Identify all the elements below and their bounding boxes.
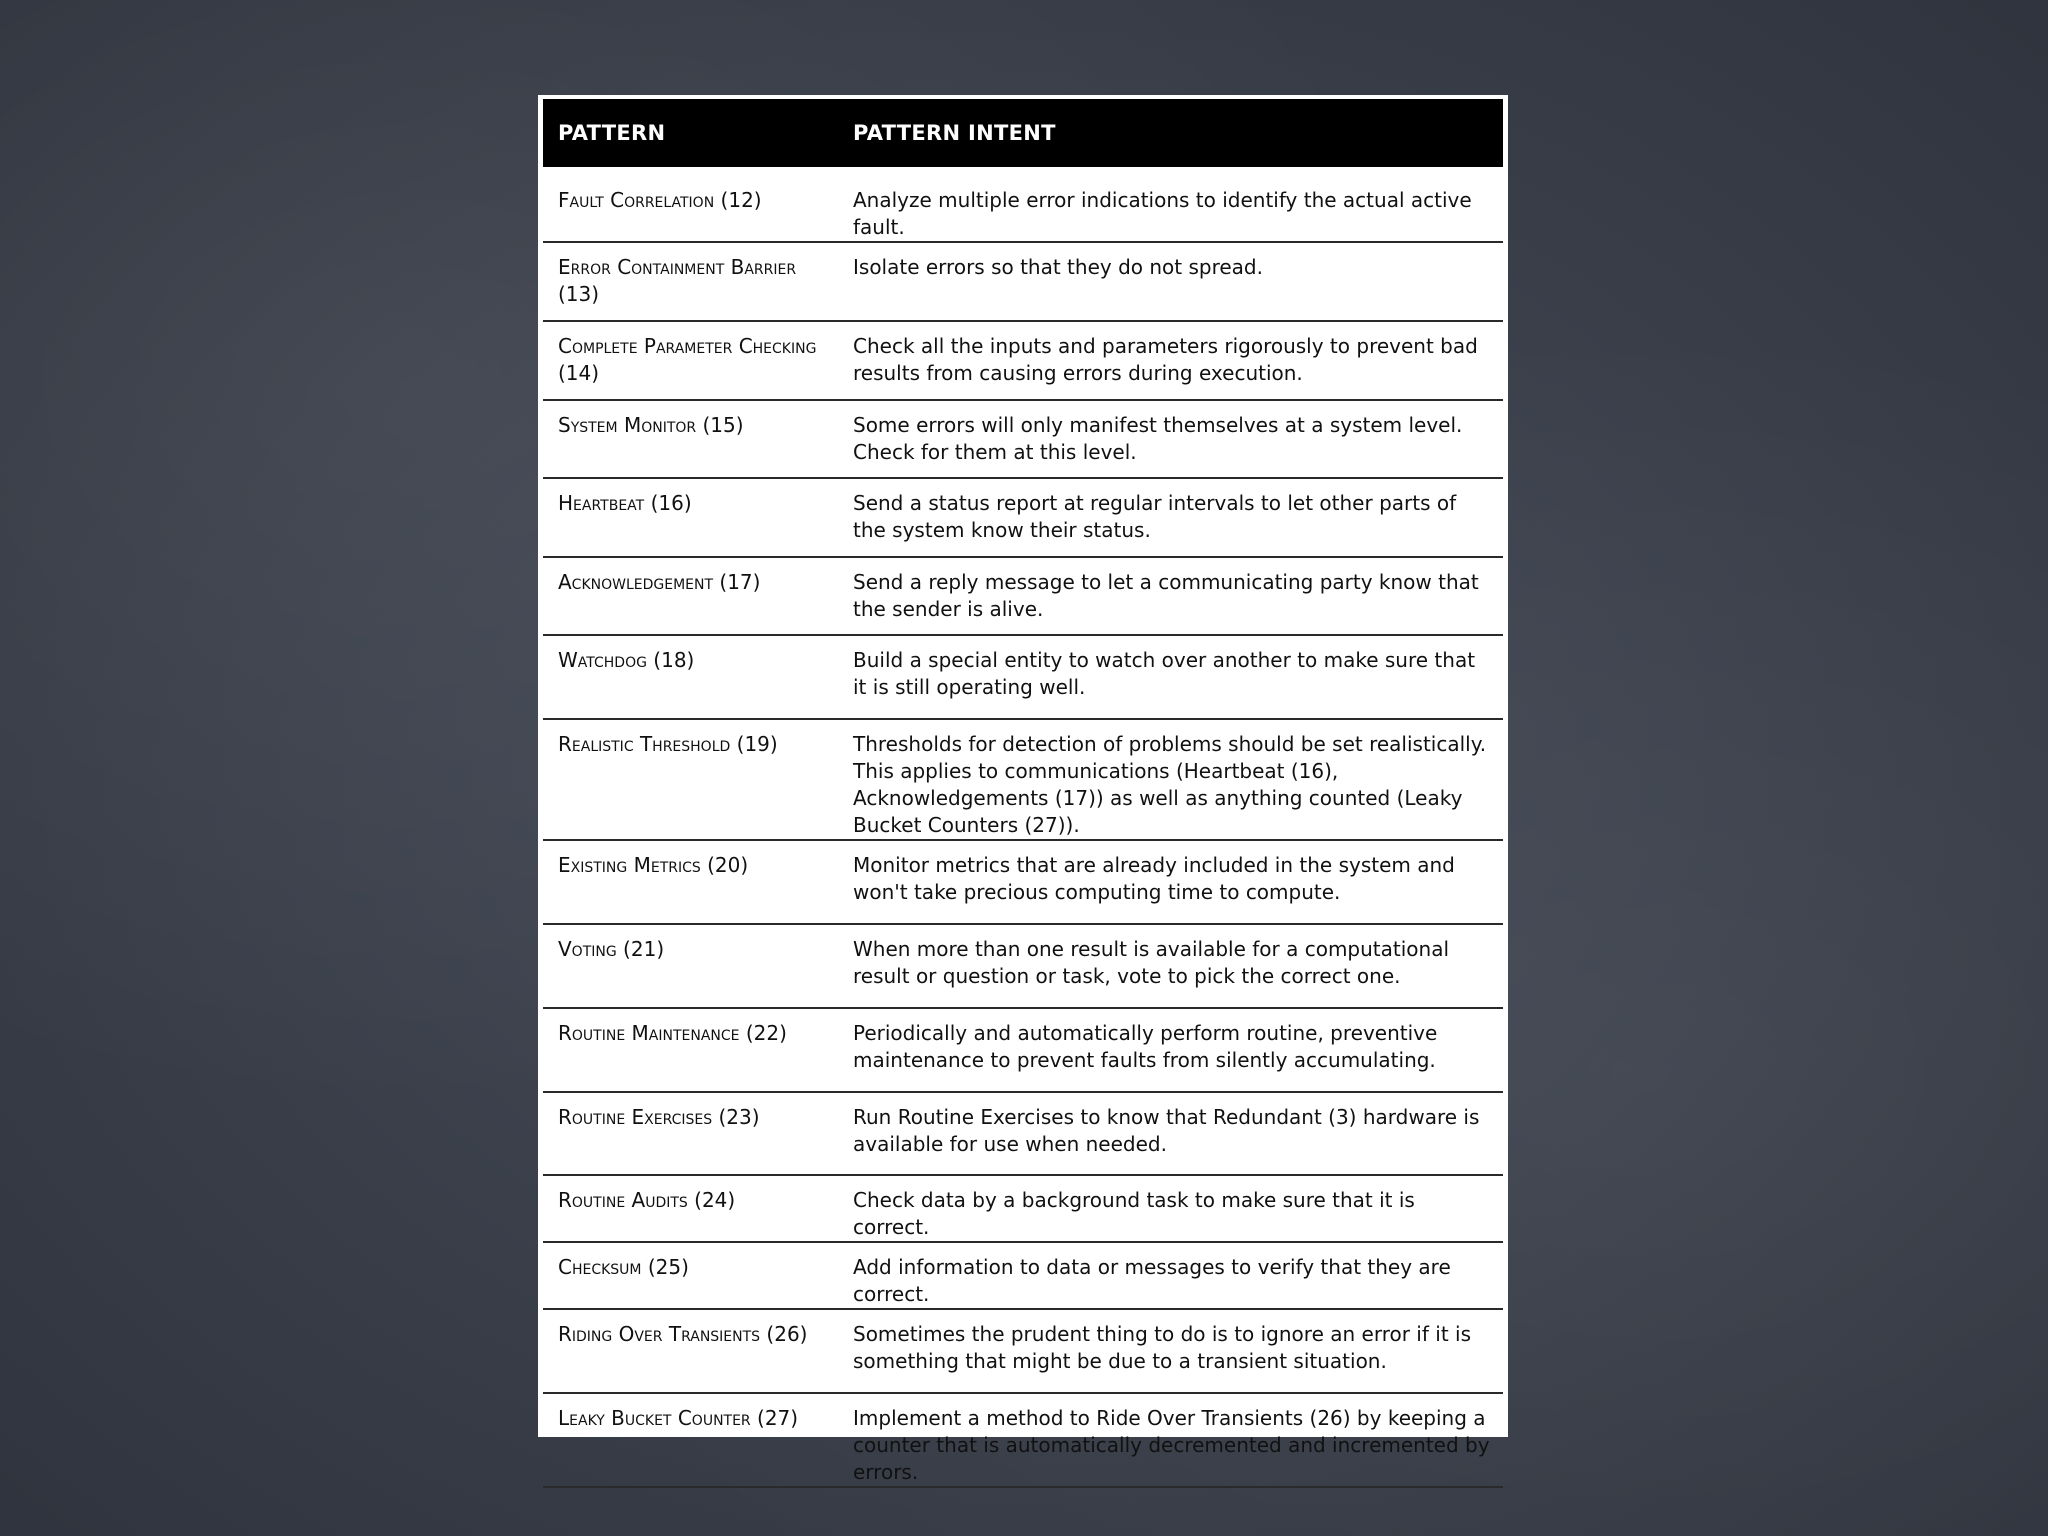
pattern-name: Watchdog (18) (543, 635, 838, 719)
pattern-intent: Isolate errors so that they do not spread. (838, 242, 1503, 321)
table-row (543, 1242, 1503, 1309)
pattern-intent: Implement a method to Ride Over Transients (26) by keeping a counter that is automatically decremented and incremented by errors. (838, 1393, 1503, 1487)
pattern-intent: Some errors will only manifest themselves at a system level. Check for them at this level. (838, 400, 1503, 478)
pattern-intent: Monitor metrics that are already included in the system and won't take precious computing time to compute. (838, 840, 1503, 924)
table-row (543, 557, 1503, 635)
header-pattern: PATTERN (543, 99, 838, 167)
table-row (543, 840, 1503, 924)
pattern-intent: Thresholds for detection of problems should be set realistically. This applies to communications (Heartbeat (16), Acknowledgements (17)) as well as anything counted (Leaky Bucket Counters (27)). (838, 719, 1503, 840)
pattern-name: System Monitor (15) (543, 400, 838, 478)
pattern-intent: Send a status report at regular intervals to let other parts of the system know their status. (838, 478, 1503, 557)
pattern-name: Realistic Threshold (19) (543, 719, 838, 840)
table-row (543, 400, 1503, 478)
table-row (543, 924, 1503, 1008)
pattern-intent: Build a special entity to watch over another to make sure that it is still operating well. (838, 635, 1503, 719)
pattern-name: Routine Exercises (23) (543, 1092, 838, 1175)
pattern-name: Existing Metrics (20) (543, 840, 838, 924)
table-row (543, 1393, 1503, 1487)
pattern-intent: Analyze multiple error indications to identify the actual active fault. (838, 167, 1503, 242)
pattern-name: Heartbeat (16) (543, 478, 838, 557)
pattern-intent: When more than one result is available for a computational result or question or task, vote to pick the correct one. (838, 924, 1503, 1008)
pattern-name: Checksum (25) (543, 1242, 838, 1309)
table-row (543, 1309, 1503, 1393)
pattern-intent: Add information to data or messages to verify that they are correct. (838, 1242, 1503, 1309)
table-row (543, 635, 1503, 719)
table-header-row (543, 99, 1503, 167)
pattern-name: Riding Over Transients (26) (543, 1309, 838, 1393)
pattern-name: Complete Parameter Checking (14) (543, 321, 838, 400)
pattern-intent: Sometimes the prudent thing to do is to ignore an error if it is something that might be due to a transient situation. (838, 1309, 1503, 1393)
pattern-name: Routine Audits (24) (543, 1175, 838, 1242)
pattern-intent: Check all the inputs and parameters rigorously to prevent bad results from causing errors during execution. (838, 321, 1503, 400)
pattern-name: Leaky Bucket Counter (27) (543, 1393, 838, 1487)
table-row (543, 1175, 1503, 1242)
pattern-intent: Periodically and automatically perform routine, preventive maintenance to prevent faults from silently accumulating. (838, 1008, 1503, 1092)
table-row (543, 1092, 1503, 1175)
pattern-name: Acknowledgement (17) (543, 557, 838, 635)
pattern-table (543, 99, 1503, 1488)
table-row (543, 321, 1503, 400)
pattern-intent: Check data by a background task to make sure that it is correct. (838, 1175, 1503, 1242)
pattern-name: Routine Maintenance (22) (543, 1008, 838, 1092)
pattern-intent: Run Routine Exercises to know that Redundant (3) hardware is available for use when needed. (838, 1092, 1503, 1175)
header-pattern-intent: PATTERN INTENT (838, 99, 1503, 167)
table-row (543, 478, 1503, 557)
table-row (543, 167, 1503, 242)
pattern-name: Error Containment Barrier (13) (543, 242, 838, 321)
pattern-intent: Send a reply message to let a communicating party know that the sender is alive. (838, 557, 1503, 635)
pattern-name: Fault Correlation (12) (543, 167, 838, 242)
table-row (543, 242, 1503, 321)
table-row (543, 719, 1503, 840)
table-row (543, 1008, 1503, 1092)
pattern-table-card (538, 95, 1508, 1484)
pattern-name: Voting (21) (543, 924, 838, 1008)
